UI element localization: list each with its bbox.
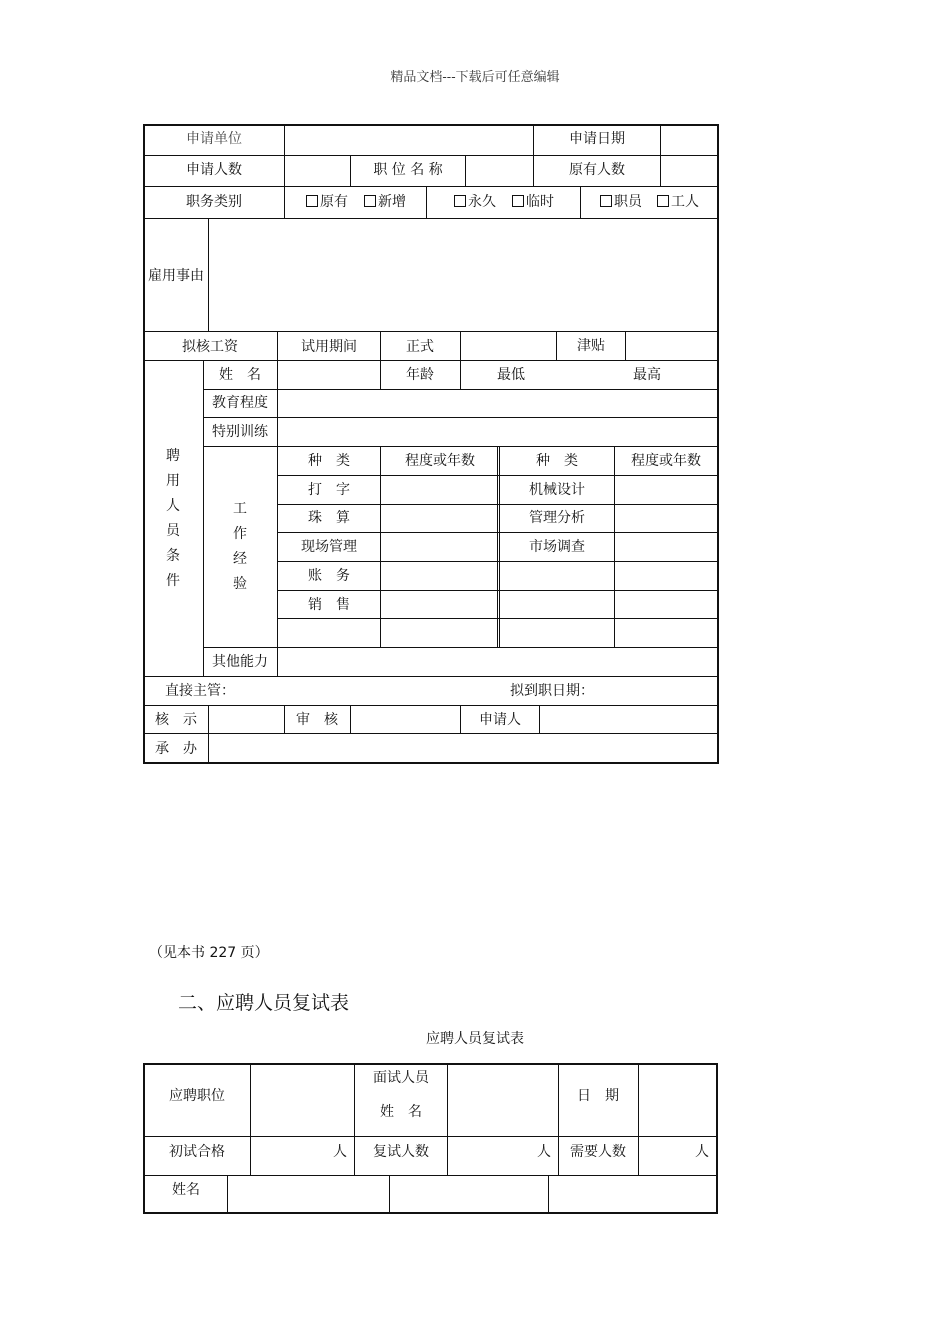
direct-supervisor-label: 直接主管： bbox=[165, 683, 235, 699]
degree-header-right: 程度或年数 bbox=[631, 453, 701, 469]
special-training-label: 特别训练 bbox=[212, 424, 268, 440]
skill-abacus: 珠 算 bbox=[308, 510, 350, 526]
page-reference-note: （见本书 227 页） bbox=[149, 945, 269, 961]
first-pass-unit: 人 bbox=[333, 1144, 347, 1160]
kind-header-left: 种 类 bbox=[308, 453, 350, 469]
section-title: 二、应聘人员复试表 bbox=[178, 992, 350, 1014]
age-max-label: 最高 bbox=[633, 367, 661, 383]
report-date-label: 拟到职日期： bbox=[510, 683, 594, 699]
handle-label: 承 办 bbox=[155, 741, 197, 757]
skill-accounting: 账 务 bbox=[308, 568, 350, 584]
checkbox-icon[interactable] bbox=[600, 195, 612, 207]
skill-mechanical-design: 机械设计 bbox=[529, 482, 585, 498]
interviewer-label-line1: 面试人员 bbox=[373, 1070, 429, 1086]
option-staff[interactable]: 职员 bbox=[600, 193, 642, 211]
checkbox-icon[interactable] bbox=[364, 195, 376, 207]
retest-count-unit: 人 bbox=[537, 1144, 551, 1160]
option-new[interactable]: 新增 bbox=[364, 193, 406, 211]
duty-type-label: 职务类别 bbox=[186, 194, 242, 210]
position-name-label: 职 位 名 称 bbox=[373, 162, 443, 178]
apply-date-label: 申请日期 bbox=[569, 131, 625, 147]
retest-form bbox=[143, 1063, 718, 1214]
applied-position-label: 应聘职位 bbox=[169, 1088, 225, 1104]
option-permanent[interactable]: 永久 bbox=[454, 193, 496, 211]
proposed-salary-label: 拟核工资 bbox=[182, 339, 238, 355]
allowance-label: 津贴 bbox=[577, 338, 605, 354]
skill-market-research: 市场调查 bbox=[529, 539, 585, 555]
checkbox-icon[interactable] bbox=[306, 195, 318, 207]
option-original[interactable]: 原有 bbox=[306, 193, 348, 211]
hire-reason-label: 雇用事由 bbox=[148, 268, 204, 284]
formal-label: 正式 bbox=[406, 339, 434, 355]
checkbox-icon[interactable] bbox=[657, 195, 669, 207]
apply-count-label: 申请人数 bbox=[186, 162, 242, 178]
age-min-label: 最低 bbox=[497, 367, 525, 383]
skill-management-analysis: 管理分析 bbox=[529, 510, 585, 526]
checkbox-icon[interactable] bbox=[454, 195, 466, 207]
date-label: 日 期 bbox=[577, 1088, 619, 1104]
hire-conditions-label: 聘用人员条件 bbox=[166, 448, 180, 589]
degree-header-left: 程度或年数 bbox=[405, 453, 475, 469]
work-experience-label: 工作经验 bbox=[233, 501, 247, 592]
skill-site-management: 现场管理 bbox=[301, 539, 357, 555]
candidate-name-label: 姓名 bbox=[172, 1182, 200, 1198]
review-label: 审 核 bbox=[296, 712, 338, 728]
option-temporary[interactable]: 临时 bbox=[512, 193, 554, 211]
applicant-label: 申请人 bbox=[479, 712, 521, 728]
retest-count-label: 复试人数 bbox=[373, 1144, 429, 1160]
apply-unit-label: 申请单位 bbox=[186, 131, 242, 147]
approve-label: 核 示 bbox=[155, 712, 197, 728]
interviewer-label-line2: 姓 名 bbox=[380, 1104, 422, 1120]
name-label: 姓 名 bbox=[219, 367, 261, 383]
needed-count-label: 需要人数 bbox=[570, 1144, 626, 1160]
skill-typing: 打 字 bbox=[308, 482, 350, 498]
page-header: 精品文档---下载后可任意编辑 bbox=[390, 70, 560, 85]
first-pass-label: 初试合格 bbox=[169, 1144, 225, 1160]
age-label: 年龄 bbox=[406, 367, 434, 383]
probation-label: 试用期间 bbox=[301, 339, 357, 355]
checkbox-icon[interactable] bbox=[512, 195, 524, 207]
other-ability-label: 其他能力 bbox=[212, 654, 268, 670]
education-label: 教育程度 bbox=[212, 395, 268, 411]
form2-caption: 应聘人员复试表 bbox=[426, 1031, 524, 1047]
existing-count-label: 原有人数 bbox=[569, 162, 625, 178]
option-worker[interactable]: 工人 bbox=[657, 193, 699, 211]
needed-count-unit: 人 bbox=[695, 1144, 709, 1160]
hire-reason-field[interactable] bbox=[210, 220, 716, 330]
kind-header-right: 种 类 bbox=[536, 453, 578, 469]
skill-sales: 销 售 bbox=[308, 597, 350, 613]
